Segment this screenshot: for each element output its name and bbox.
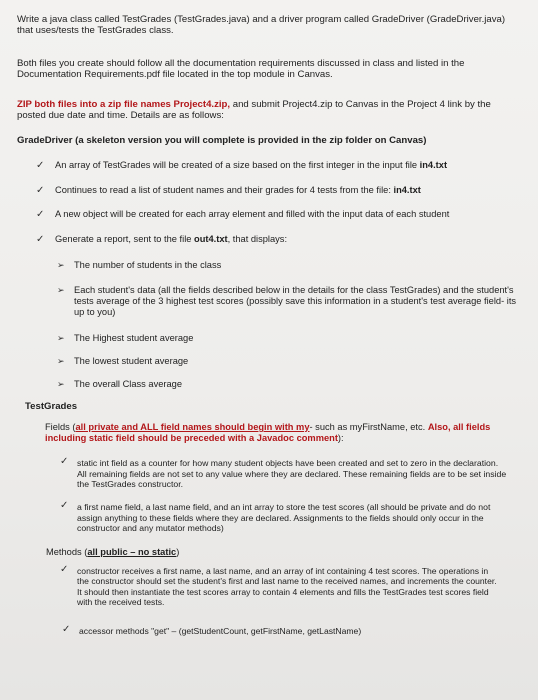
check-icon: ✓ <box>36 160 45 171</box>
report-item-2: Each student's data (all the fields described below in the details for the class TestGrades) and the student's tests average of the 3 highest test scores (possibly save this information in a student's test average field- its up to you) <box>74 285 517 317</box>
check-icon: ✓ <box>60 564 69 575</box>
gradedriver-heading: GradeDriver (a skeleton version you will complete is provided in the zip folder on Canvas) <box>17 135 427 146</box>
fields-javadoc-rule: Also, all fields including static field should be preceded with a Javadoc comment <box>45 422 491 443</box>
intro-paragraph-1: Write a java class called TestGrades (TestGrades.java) and a driver program called GradeDriver (GradeDriver.java) that uses/tests the TestGrades class. <box>17 14 506 37</box>
methods-description <box>46 547 179 558</box>
driver-item-3: A new object will be created for each array element and filled with the input data of each student <box>55 209 450 219</box>
zip-instruction-rest: and submit Project4.zip to Canvas in the Project 4 link by the posted due date and time. Details are as follows: <box>17 99 491 122</box>
report-item-5: The overall Class average <box>74 379 182 389</box>
check-icon: ✓ <box>36 209 45 220</box>
fields-private-rule: all private and ALL field names should begin with my <box>75 422 310 432</box>
check-icon: ✓ <box>60 456 69 467</box>
arrow-icon: ➢ <box>57 260 65 270</box>
methods-rule: all public – no static <box>87 547 177 557</box>
report-item-1: The number of students in the class <box>74 260 222 270</box>
driver-item-2-file: in4.txt <box>393 185 421 195</box>
arrow-icon: ➢ <box>57 285 65 295</box>
intro-paragraph-3 <box>17 99 517 122</box>
fields-description <box>45 422 505 444</box>
driver-item-4 <box>55 234 525 245</box>
methods-end: ) <box>176 547 180 557</box>
fields-prefix: Fields ( <box>45 422 76 432</box>
driver-item-1 <box>55 160 525 171</box>
check-icon: ✓ <box>36 185 45 196</box>
check-icon: ✓ <box>62 624 71 635</box>
method-item-2: accessor methods "get" – (getStudentCount, getFirstName, getLastName) <box>79 626 362 636</box>
driver-item-1-text: An array of TestGrades will be created of a size based on the first integer in the input file <box>55 160 420 170</box>
driver-item-4-after: , that displays: <box>227 234 288 244</box>
driver-item-2 <box>55 185 525 196</box>
arrow-icon: ➢ <box>57 356 65 366</box>
method-item-1: constructor receives a first name, a last name, and an array of int containing 4 test scores. The operations in the constructor should set the student's first and last name to the received names, and increments the counter. It should then instantiate the test scores array to contain 4 elements and fills the TestGrades test scores field with the received tests. <box>77 566 497 607</box>
fields-end: ): <box>337 433 344 443</box>
driver-item-4-text: Generate a report, sent to the file <box>55 234 195 244</box>
driver-item-1-file: in4.txt <box>419 160 448 170</box>
report-item-4: The lowest student average <box>74 356 189 366</box>
intro-paragraph-2: Both files you create should follow all the documentation requirements discussed in class and listed in the Documentation Requirements.pdf file located in the top module in Canvas. <box>17 58 465 81</box>
fields-example: - such as myFirstName, etc. <box>309 422 428 432</box>
report-item-3: The Highest student average <box>74 333 194 343</box>
check-icon: ✓ <box>60 500 69 511</box>
driver-item-4-file: out4.txt <box>194 234 228 244</box>
arrow-icon: ➢ <box>57 333 65 343</box>
driver-item-2-text: Continues to read a list of student names and their grades for 4 tests from the file: <box>55 185 394 195</box>
testgrades-heading: TestGrades <box>25 401 78 412</box>
field-item-1: static int field as a counter for how many student objects have been created and set to zero in the declaration. All remaining fields are not set to any value where they are declared. These remaining fields are to be set inside the TestGrades constructor. <box>77 458 507 489</box>
arrow-icon: ➢ <box>57 379 65 389</box>
field-item-2: a first name field, a last name field, and an int array to store the test scores (all should be private and do not assign anything to these fields where they are declared. Assignments to the fields should only occur in the constructor and any mutator methods) <box>77 502 491 533</box>
check-icon: ✓ <box>36 234 45 245</box>
methods-prefix: Methods ( <box>46 547 88 557</box>
zip-instruction: ZIP both files into a zip file names Project4.zip, <box>17 99 231 110</box>
